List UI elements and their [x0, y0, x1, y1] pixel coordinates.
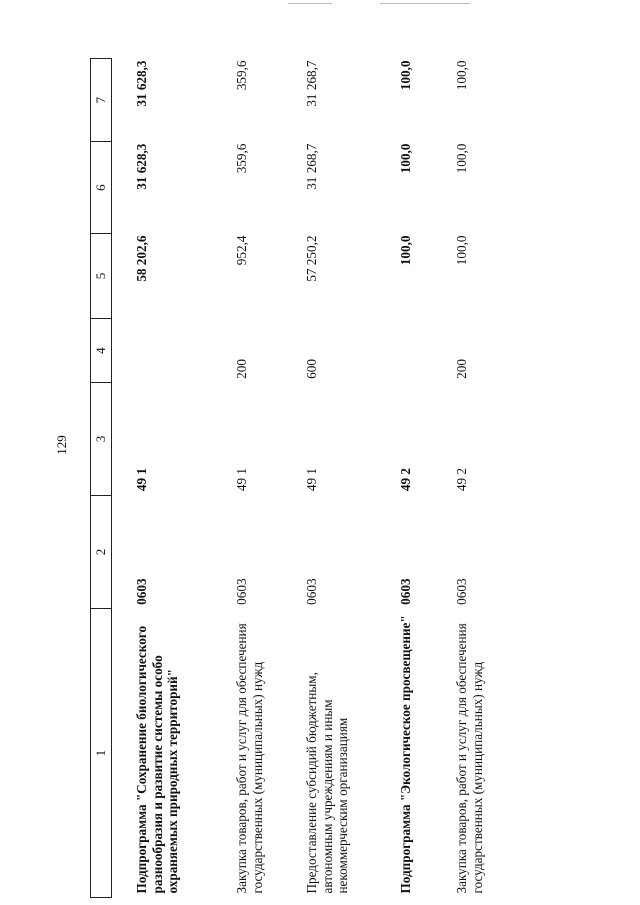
program-code: 49 2	[398, 467, 413, 492]
row-name: Закупка товаров, работ и услуг для обеспечения государственных (муниципальных) нужд	[454, 623, 485, 894]
expense-kind: 200	[234, 359, 249, 379]
col-header-2: 2	[91, 495, 112, 609]
value-col5: 100,0	[398, 235, 413, 266]
table-row	[382, 59, 444, 898]
value-col7: 100,0	[454, 60, 469, 91]
top-rule-right	[380, 3, 470, 4]
program-code: 49 1	[234, 467, 249, 492]
value-col6: 359,6	[234, 143, 249, 174]
col-header-7: 7	[91, 59, 112, 142]
row-name: Подпрограмма "Сохранение биологического разнообразия и развитие системы особо охраняемых природных территорий"	[134, 625, 180, 894]
rotated-page-content	[90, 58, 530, 898]
value-col7: 31 268,7	[304, 60, 319, 107]
col-header-3: 3	[91, 383, 112, 495]
page-number: 129	[54, 435, 69, 455]
section-code: 0603	[134, 578, 149, 605]
section-code: 0603	[234, 578, 249, 605]
program-code: 49 1	[134, 467, 149, 492]
section-code: 0603	[304, 578, 319, 605]
section-code: 0603	[454, 578, 469, 605]
table-row	[112, 59, 219, 898]
value-col5: 952,4	[234, 235, 249, 266]
budget-table	[90, 58, 512, 898]
table-row	[286, 59, 382, 898]
expense-kind: 600	[304, 359, 319, 379]
top-rule-left	[288, 3, 332, 4]
row-name: Подпрограмма "Экологическое просвещение"	[398, 615, 413, 894]
value-col5: 57 250,2	[304, 235, 319, 282]
program-code: 49 1	[304, 467, 319, 492]
value-col6: 100,0	[454, 143, 469, 174]
row-name: Предоставление субсидий бюджетным, автономным учреждениям и иным некоммерческим организациям	[304, 672, 350, 894]
value-col7: 359,6	[234, 60, 249, 91]
value-col5: 100,0	[454, 235, 469, 266]
col-header-1: 1	[91, 609, 112, 898]
value-col6: 100,0	[398, 143, 413, 174]
value-col5: 58 202,6	[134, 235, 149, 282]
table-row	[218, 59, 286, 898]
program-code: 49 2	[454, 467, 469, 492]
section-code: 0603	[398, 578, 413, 605]
value-col6: 31 268,7	[304, 143, 319, 190]
expense-kind	[382, 318, 444, 383]
table-row	[444, 59, 512, 898]
value-col7: 100,0	[398, 60, 413, 91]
col-header-5: 5	[91, 234, 112, 319]
value-col7: 31 628,3	[134, 60, 149, 107]
col-header-6: 6	[91, 142, 112, 234]
expense-kind	[112, 318, 219, 383]
col-header-4: 4	[91, 318, 112, 383]
row-name: Закупка товаров, работ и услуг для обеспечения государственных (муниципальных) нужд	[234, 623, 265, 894]
header-row	[91, 59, 112, 898]
expense-kind: 200	[454, 359, 469, 379]
value-col6: 31 628,3	[134, 143, 149, 190]
